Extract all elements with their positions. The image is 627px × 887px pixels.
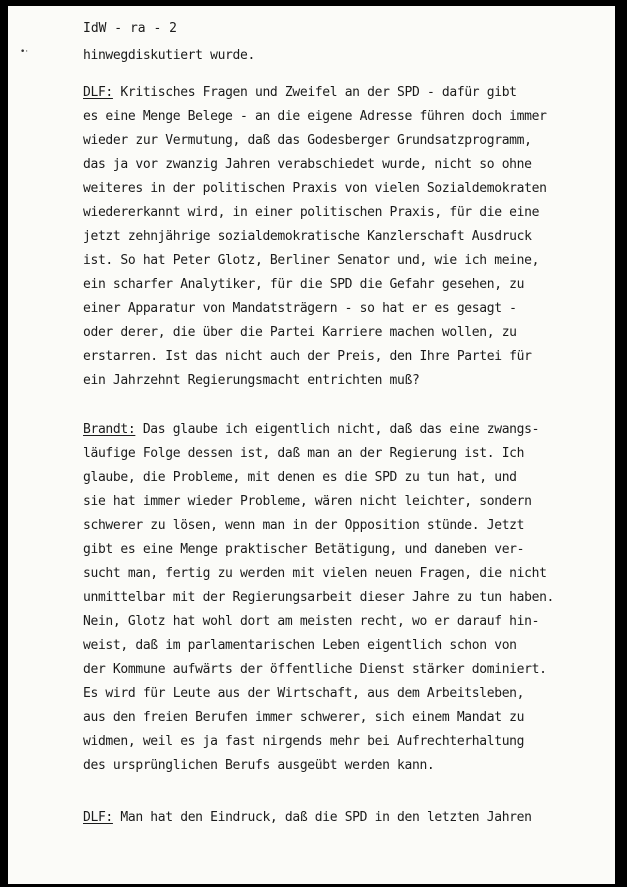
text-line: ein scharfer Analytiker, für die SPD die Gefahr gesehen, zu — [83, 277, 525, 292]
text-line: Nein, Glotz hat wohl dort am meisten recht, wo er darauf hin- — [83, 614, 540, 629]
paragraph-brandt-answer — [83, 422, 603, 773]
text-line: hinwegdiskutiert wurde. — [83, 48, 255, 63]
text-line — [83, 810, 532, 825]
document-page — [8, 6, 619, 884]
text-line: wiedererkannt wird, in einer politischen Praxis, für die eine — [83, 205, 540, 220]
text-line: läufige Folge dessen ist, daß man an der Regierung ist. Ich — [83, 446, 525, 461]
text-line: schwerer zu lösen, wenn man in der Opposition stünde. Jetzt — [83, 518, 525, 533]
text-line: widmen, weil es ja fast nirgends mehr bei Aufrechterhaltung — [83, 734, 525, 749]
text-line: sucht man, fertig zu werden mit vielen neuen Fragen, die nicht — [83, 566, 547, 581]
text-line: der Kommune aufwärts der öffentliche Dienst stärker dominiert. — [83, 662, 547, 677]
paragraph-dlf-followup — [83, 810, 603, 855]
text-line: erstarren. Ist das nicht auch der Preis, den Ihre Partei für — [83, 349, 532, 364]
text-line: unmittelbar mit der Regierungsarbeit dieser Jahre zu tun haben. — [83, 590, 555, 605]
text-line: gibt es eine Menge praktischer Betätigung, und daneben ver- — [83, 542, 525, 557]
first-line-text: Kritisches Fragen und Zweifel an der SPD - dafür gibt — [112, 85, 517, 100]
first-line-text: Das glaube ich eigentlich nicht, daß das eine zwangs- — [135, 422, 540, 437]
text-line: ein Jahrzehnt Regierungsmacht entrichten muß? — [83, 373, 420, 388]
text-line: glaube, die Probleme, mit denen es die SPD zu tun hat, und — [83, 470, 517, 485]
margin-mark: •· — [20, 47, 29, 57]
text-line: aus den freien Berufen immer schwerer, sich einem Mandat zu — [83, 710, 525, 725]
text-line: weiteres in der politischen Praxis von vielen Sozialdemokraten — [83, 181, 547, 196]
text-line: sie hat immer wieder Probleme, wären nicht leichter, sondern — [83, 494, 532, 509]
text-line: jetzt zehnjährige sozialdemokratische Kanzlerschaft Ausdruck — [83, 229, 532, 244]
text-line — [83, 85, 517, 100]
text-line: Es wird für Leute aus der Wirtschaft, aus dem Arbeitsleben, — [83, 686, 525, 701]
text-line: es eine Menge Belege - an die eigene Adresse führen doch immer — [83, 109, 547, 124]
paragraph-dlf-question — [83, 85, 603, 388]
text-line: einer Apparatur von Mandatsträgern - so hat er es gesagt - — [83, 301, 517, 316]
text-line: wieder zur Vermutung, daß das Godesberger Grundsatzprogramm, — [83, 133, 532, 148]
page-header: IdW - ra - 2 — [83, 21, 177, 36]
text-line: ist. So hat Peter Glotz, Berliner Senator und, wie ich meine, — [83, 253, 540, 268]
text-line: des ursprünglichen Berufs ausgeübt werden kann. — [83, 758, 435, 773]
text-line — [83, 422, 539, 437]
first-line-text: Man hat den Eindruck, daß die SPD in den letzten Jahren — [112, 810, 532, 825]
text-line: weist, daß im parlamentarischen Leben eigentlich schon von — [83, 638, 517, 653]
speaker-label: DLF: — [83, 810, 113, 825]
speaker-label: DLF: — [83, 85, 113, 100]
page-edge-shadow — [615, 6, 619, 884]
text-line: oder derer, die über die Partei Karriere machen wollen, zu — [83, 325, 517, 340]
text-line: das ja vor zwanzig Jahren verabschiedet wurde, nicht so ohne — [83, 157, 532, 172]
speaker-label: Brandt: — [83, 422, 136, 437]
